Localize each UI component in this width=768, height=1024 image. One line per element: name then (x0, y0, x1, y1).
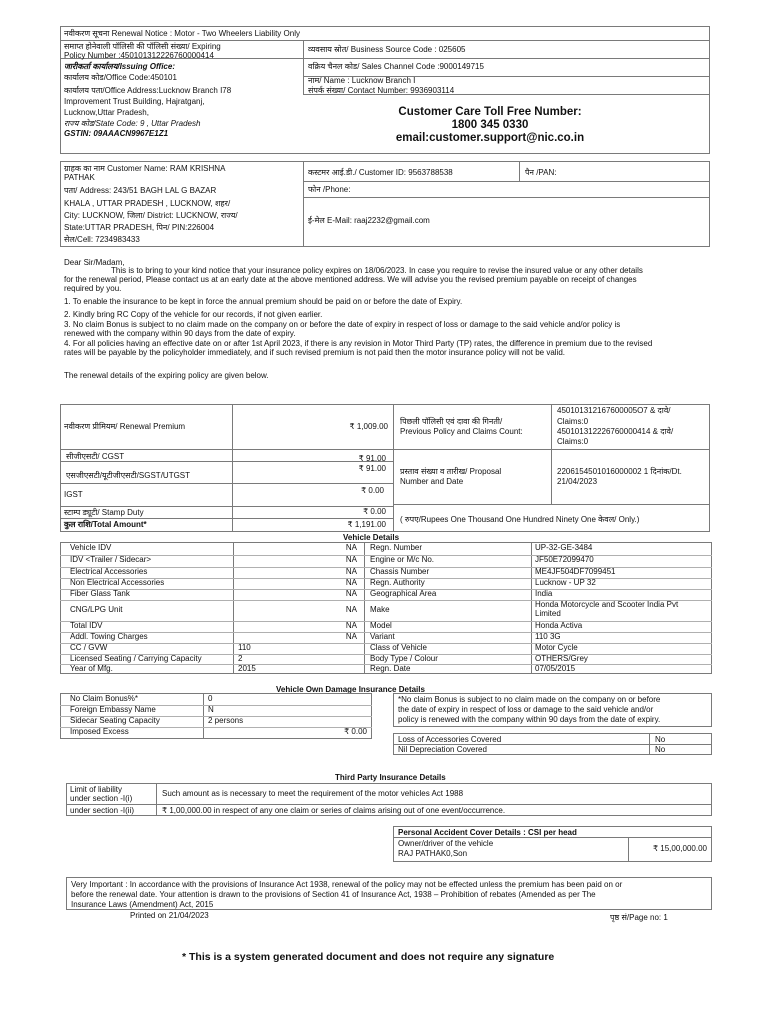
letter-point-3-line2: renewed with the company within 90 days from the date of expiry. (64, 329, 296, 338)
office-code: कार्यालय कोड/Office Code:450101 (64, 73, 177, 82)
vehicle-row-value: 2015 (238, 664, 256, 673)
vehicle-row-field-value: UP-32-GE-3484 (535, 543, 593, 552)
vehicle-row-value: NA (345, 555, 357, 564)
system-generated-note: * This is a system generated document and does not require any signature (182, 951, 555, 963)
customer-cell: सेल/Cell: 7234983433 (64, 235, 140, 244)
sgst-label: एसजीएसटी/यूटीजीएसटी/SGST/UTGST (66, 471, 191, 480)
vehicle-row-field: Model (370, 621, 392, 630)
page-number: पृष्ठ सं/Page no: 1 (610, 913, 668, 922)
vehicle-row-label: Total IDV (70, 621, 103, 630)
own-damage-row-value: N (208, 705, 214, 714)
office-address: कार्यालय पता/Office Address:Lucknow Branch I78 (64, 86, 232, 95)
own-damage-row-label: Sidecar Seating Capacity (70, 716, 160, 725)
vehicle-row-label: Licensed Seating / Carrying Capacity (70, 654, 202, 663)
issuing-office-label: जारीकर्ता कार्यालय/Issuing Office: (64, 62, 175, 71)
vehicle-row-value: NA (345, 543, 357, 552)
vehicle-row-label: Year of Mfg. (70, 664, 113, 673)
own-damage-row-value: 0 (208, 694, 213, 703)
section-1-i-label: under section -I(i) (70, 794, 133, 803)
igst-label: IGST (64, 490, 83, 499)
vehicle-row-field-value: Motor Cycle (535, 643, 578, 652)
vehicle-row-field-value: India (535, 589, 553, 598)
state-code: राज्य कोड/State Code: 9 , Uttar Pradesh (64, 119, 201, 128)
expiring-policy-number: Policy Number :450101312226760000414 (64, 51, 214, 60)
letter-point-3: 3. No claim Bonus is subject to no claim made on the company on or before the date of expiry in respect of loss or damage to the said vehicle and/or policy is (64, 320, 621, 329)
vehicle-row-field-value: 110 3G (535, 632, 561, 641)
nil-depreciation-label: Nil Depreciation Covered (398, 745, 487, 754)
pa-cover-amount: ₹ 15,00,000.00 (652, 844, 707, 853)
vehicle-row-field-value: 07/05/2015 (535, 664, 576, 673)
important-note-line3: Insurance Laws (Amendment) Act, 2015 (71, 900, 214, 909)
previous-policy-label: पिछली पॉलिसी एवं दावा की गिनती/ (400, 417, 503, 426)
vehicle-row-value: 110 (238, 643, 251, 652)
own-damage-row-label: No Claim Bonus%* (70, 694, 139, 703)
office-address-line2: Improvement Trust Building, Hajratganj, (64, 97, 205, 106)
customer-id: कस्टमर आई.डी./ Customer ID: 9563788538 (308, 168, 453, 177)
customer-phone: फोन /Phone: (308, 185, 351, 194)
sgst-value: ₹ 91.00 (358, 464, 386, 473)
customer-email[interactable]: ई-मेल E-Mail: raaj2232@gmail.com (308, 216, 430, 225)
letter-point-4-line2: rates will be payable by the policyholder immediately, and if such revised premium is not paid then the motor insurance policy will not be valid. (64, 348, 565, 357)
previous-policy-1-claims: Claims:0 (557, 417, 589, 426)
amount-in-words: ( रुपए/Rupees One Thousand One Hundred Ninety One केवल/ Only.) (400, 515, 640, 524)
limit-of-liability-label: Limit of liability (70, 785, 123, 794)
renewal-premium-label: नवीकरण प्रीमियम/ Renewal Premium (64, 422, 186, 431)
gstin: GSTIN: 09AAACN9967E1Z1 (64, 129, 169, 138)
ncb-note-line3: policy is renewed with the company within 90 days from the date of expiry. (398, 715, 661, 724)
important-note-line1: Very Important : In accordance with the provisions of Insurance Act 1938, renewal of the policy may not be effected unless the premium has been paid on or (71, 880, 623, 889)
own-damage-row-label: Imposed Excess (70, 727, 129, 736)
vehicle-row-field: Chassis Number (370, 567, 430, 576)
letter-point-2: 2. Kindly bring RC Copy of the vehicle for our records, if not given earlier. (64, 310, 323, 319)
pa-cover-title: Personal Accident Cover Details : CSI per head (398, 828, 577, 837)
vehicle-row-label: IDV <Trailer / Sidecar> (70, 555, 152, 564)
vehicle-row-field: Make (370, 605, 390, 614)
office-address-line3: Lucknow,Uttar Pradesh, (64, 108, 149, 117)
customer-name-line2: PATHAK (64, 173, 95, 182)
renewal-intro: The renewal details of the expiring policy are given below. (64, 371, 269, 380)
customer-care-title: Customer Care Toll Free Number: (398, 106, 582, 118)
vehicle-row-field-value: OTHERS/Grey (535, 654, 588, 663)
customer-name: ग्राहक का नाम Customer Name: RAM KRISHNA (64, 164, 226, 173)
vehicle-row-field: Variant (370, 632, 395, 641)
vehicle-row-label: Non Electrical Accessories (70, 578, 165, 587)
renewal-premium-value: ₹ 1,009.00 (349, 422, 388, 431)
cgst-label: सीजीएसटी/ CGST (66, 452, 125, 461)
vehicle-row-field: Regn. Date (370, 664, 411, 673)
vehicle-row-field: Regn. Number (370, 543, 423, 552)
vehicle-row-field-value: Honda Motorcycle and Scooter India Pvt (535, 600, 679, 609)
printed-on: Printed on 21/04/2023 (130, 911, 209, 920)
expiring-policy-label: समाप्त होनेवाली पॉलिसी की पॉलिसी संख्या/ Expiring (64, 42, 221, 51)
vehicle-row-value: NA (345, 621, 357, 630)
letter-paragraph-line1: This is to bring to your kind notice that your insurance policy expires on 18/06/2023. In case you require to revise the insured value or any other details (111, 266, 643, 275)
proposal-number: 2206154501016000002 1 दिनांक/Dt. (557, 467, 682, 476)
total-amount-value: ₹ 1,191.00 (347, 520, 386, 529)
vehicle-row-field-value-line2: Limited (535, 609, 561, 618)
nil-depreciation-value: No (655, 745, 666, 754)
business-source-code: व्यवसाय स्रोत/ Business Source Code : 025605 (308, 45, 466, 54)
previous-policy-2-claims: Claims:0 (557, 437, 589, 446)
loss-of-accessories-label: Loss of Accessories Covered (398, 735, 502, 744)
sales-channel-code: वक्रिय चैनल कोड/ Sales Channel Code :9000149715 (308, 62, 484, 71)
vehicle-row-field-value: Lucknow - UP 32 (535, 578, 596, 587)
own-damage-row-label: Foreign Embassy Name (70, 705, 156, 714)
vehicle-details-title: Vehicle Details (343, 533, 400, 542)
vehicle-row-label: Vehicle IDV (70, 543, 112, 552)
stamp-duty-value: ₹ 0.00 (363, 507, 386, 516)
section-1-ii-text: ₹ 1,00,000.00 in respect of any one claim or series of claims arising out of one event/occurrence. (162, 806, 506, 815)
proposal-date: 21/04/2023 (557, 477, 598, 486)
vehicle-row-label: Fiber Glass Tank (70, 589, 130, 598)
third-party-title: Third Party Insurance Details (335, 773, 446, 782)
proposal-label: प्रस्ताव संख्या व तारीख/ Proposal (400, 467, 502, 476)
stamp-duty-label: स्टाम्प ड्यूटी/ Stamp Duty (64, 508, 144, 517)
vehicle-row-value: 2 (238, 654, 243, 663)
previous-policy-label-line2: Previous Policy and Claims Count: (400, 427, 523, 436)
vehicle-row-label: Addl. Towing Charges (70, 632, 148, 641)
vehicle-row-value: NA (345, 567, 357, 576)
igst-value: ₹ 0.00 (361, 486, 384, 495)
previous-policy-1: 450101312167600005O7 & दावे/ (557, 406, 671, 415)
vehicle-row-value: NA (345, 632, 357, 641)
customer-address-line4: State:UTTAR PRADESH, पिन/ PIN:226004 (64, 223, 215, 232)
important-note-line2: before the renewal date. Your attention is drawn to the provisions of Section 41 of Insurance Act, 1938 – Prohibition of rebates (Amended as per The (71, 890, 596, 899)
loss-of-accessories-value: No (655, 735, 666, 744)
customer-care-number: 1800 345 0330 (451, 119, 529, 131)
section-1-i-text: Such amount as is necessary to meet the requirement of the motor vehicles Act 1988 (162, 789, 464, 798)
letter-paragraph-line2: for the renewal period, Please contact us at an early date at the above mentioned address. We will advise you the revised premium payable on receipt of changes (64, 275, 637, 284)
vehicle-row-field: Regn. Authority (370, 578, 425, 587)
pa-cover-owner: Owner/driver of the vehicle (398, 839, 494, 848)
vehicle-row-value: NA (345, 589, 357, 598)
letter-point-4: 4. For all policies having an effective date on or after 1st April 2023, if there is any revision in Motor Third Party (TP) rates, the difference in premium due to the revised (64, 339, 653, 348)
ncb-note-line1: *No claim Bonus is subject to no claim made on the company on or before (398, 695, 661, 704)
vehicle-row-field: Engine or M/c No. (370, 555, 435, 564)
vehicle-row-label: Electrical Accessories (70, 567, 148, 576)
proposal-label-line2: Number and Date (400, 477, 464, 486)
customer-address-line3: City: LUCKNOW, जिला/ District: LUCKNOW, राज्य/ (64, 211, 238, 220)
customer-address: पता/ Address: 243/51 BAGH LAL G BAZAR (64, 186, 217, 195)
own-damage-title: Vehicle Own Damage Insurance Details (276, 685, 425, 694)
letter-point-1: 1. To enable the insurance to be kept in force the annual premium should be paid on or before the date of Expiry. (64, 297, 463, 306)
customer-care-email[interactable]: email:customer.support@nic.co.in (395, 132, 585, 144)
cgst-value: ₹ 91.00 (358, 454, 386, 463)
vehicle-row-label: CNG/LPG Unit (70, 605, 123, 614)
renewal-notice-title: नवीकरण सूचना Renewal Notice : Motor - Two Wheelers Liability Only (64, 29, 300, 38)
previous-policy-2: 450101312226760000414 & दावे/ (557, 427, 674, 436)
contact-number: संपर्क संख्या/ Contact Number: 9936903114 (308, 86, 455, 95)
customer-address-line2: KHALA , UTTAR PRADESH , LUCKNOW, शहर/ (64, 199, 231, 208)
vehicle-row-value: NA (345, 605, 357, 614)
vehicle-row-field-value: Honda Activa (535, 621, 583, 630)
vehicle-row-value: NA (345, 578, 357, 587)
total-amount-label: कुल राशि/Total Amount* (64, 520, 147, 529)
ncb-note-line2: the date of expiry in respect of loss or damage to the said vehicle and/or (398, 705, 654, 714)
vehicle-row-field-value: JF50E72099470 (535, 555, 594, 564)
vehicle-row-field: Geographical Area (370, 589, 437, 598)
office-name: नाम/ Name : Lucknow Branch I (308, 76, 416, 85)
customer-pan: पैन /PAN: (525, 168, 557, 177)
vehicle-row-field: Class of Vehicle (370, 643, 427, 652)
own-damage-row-value: 2 persons (208, 716, 244, 725)
salutation: Dear Sir/Madam, (64, 258, 125, 267)
letter-paragraph-line3: required by you. (64, 284, 122, 293)
pa-cover-owner-name: RAJ PATHAK0,Son (398, 849, 468, 858)
vehicle-row-field-value: ME4JF504DF7099451 (535, 567, 616, 576)
vehicle-row-label: CC / GVW (70, 643, 108, 652)
section-1-ii-label: under section -I(ii) (70, 806, 135, 815)
vehicle-row-field: Body Type / Colour (370, 654, 438, 663)
own-damage-row-value: ₹ 0.00 (344, 727, 367, 736)
